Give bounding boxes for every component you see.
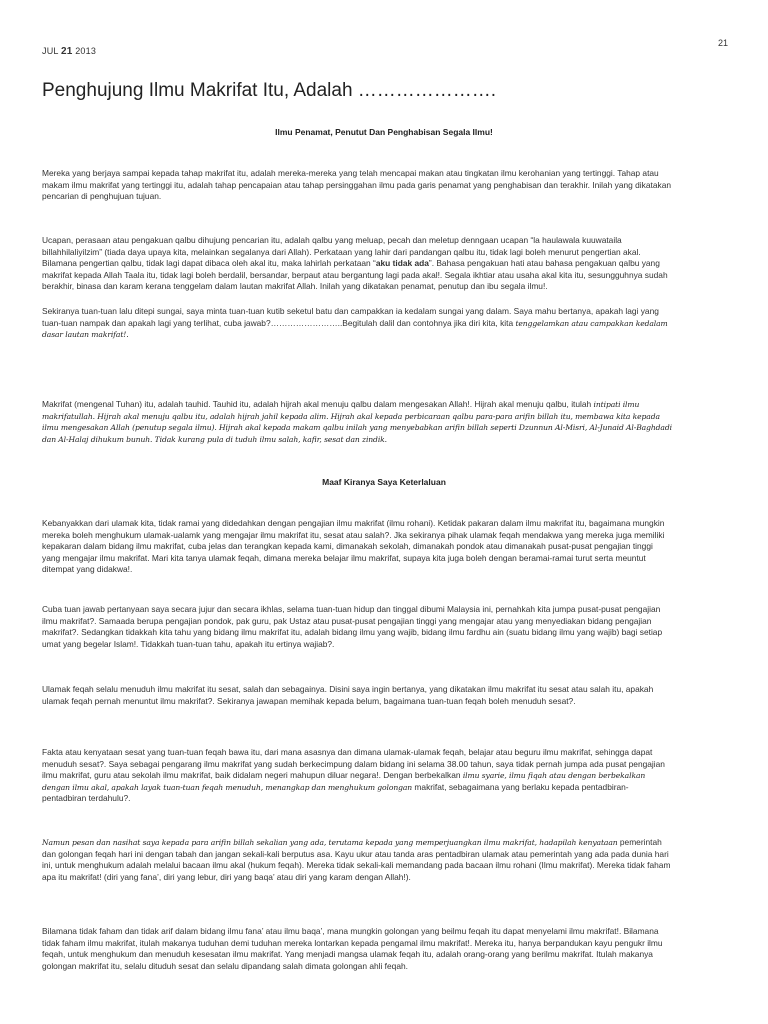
paragraph-2 (42, 235, 672, 293)
paragraph-2-text-a: Ucapan, perasaan atau pengakuan qalbu dihujung pencarian itu, adalah qalbu yang meluap, pecah dan meletup denngaan ucapan “la haulawala kuuwataila billahhilaliyilzim” (tiada daya upaya kita, melainkan segalanya dari Allah). Perkataan yang lahir dari pandangan qalbu itu, tidak lagi boleh menurut pengertian akal. Bilamana pengertian qalbu, tidak lagi dapat dibaca oleh akal itu, maka lahirlah perkataan “ (42, 235, 641, 269)
paragraph-9 (42, 837, 672, 883)
paragraph-9-script-text: Namun pesan dan nasihat saya kepada para arifin billah sekalian yang ada, terutama kepada yang memperjuangkan ilmu makrifat, hadapilah kenyataan (42, 838, 618, 847)
paragraph-8-text-a: Fakta atau kenyataan sesat yang tuan-tuan feqah bawa itu, dari mana asasnya dan dimana ulamak-ulamak feqah, belajar atau beguru ilmu makrifat, sehingga dapat menuduh sesat?. Saya sebagai pengarang ilmu makrifat yang sudah berkecimpung dalam bidang ini selama 38.00 tahun, saya tidak pernah jumpa ada pusat pengajian ilmu makrifat, guru atau sekolah ilmu makrifat, baik didalam negeri mahupun diluar negara!. Dengan berbekalkan (42, 747, 665, 781)
section-heading: Maaf Kiranya Saya Keterlaluan (322, 477, 446, 487)
paragraph-8-text-c: makrifat, sebagaimana yang berlaku kepada pentadbiran-pentadbiran terdahulu?. (42, 781, 629, 804)
paragraph-3-script-text: tenggelamkan atau campakkan kedalam dasar lautan makrifat!. (42, 318, 668, 340)
paragraph-4-text: Makrifat (mengenal Tuhan) itu, adalah tauhid. Tauhid itu, adalah hijrah akal menuju qalbu dalam mengesakan Allah!. Hijrah akal menuju qalbu, itulah (42, 399, 594, 409)
paragraph-3 (42, 306, 672, 341)
date-day: 21 (60, 46, 73, 57)
paragraph-4 (42, 399, 672, 445)
paragraph-4-script-text: intipati ilmu makrifatullah. Hijrah akal menuju qalbu itu, adalah hijrah jahil kepada alim. Hijrah akal kepada perbicaraan qalbu para-para arifin billah itu, membawa kita kepada ilmu mengesakan Allah (penutup segala ilmu). Hijrah akal kepada makam qalbu inilah yang menyebabkan arifin billah seperti Dzunnun Al-Misri, Al-Junaid Al-Baghdadi dan Al-Halaj dihukum bunuh. Tidak kurang pula di tuduh ilmu salah, kafir, sesat dan zindik. (42, 400, 672, 444)
paragraph-1: Mereka yang berjaya sampai kepada tahap makrifat itu, adalah mereka-mereka yang telah mencapai makan atau tingkatan ilmu kerohanian yang tertinggi. Tahap atau makam ilmu makrifat yang tertinggi itu, adalah tahap pencapaian atau tahap persinggahan ilmu pada garis penamat yang penghabisan dan terakhir. Inilah yang dikatakan pencarian di penghujuan tujuan. (42, 168, 672, 202)
page-number: 21 (717, 38, 728, 48)
date-year: 2013 (75, 46, 97, 56)
paragraph-8 (42, 747, 672, 805)
paragraph-3-text: Sekiranya tuan-tuan lalu ditepi sungai, saya minta tuan-tuan kutib seketul batu dan campakkan ia kedalam sungai yang dalam. Saya mahu bertanya, apakah lagi yang tuan-tuan nampak dan apakah lagi yang terlihat, cuba jawab?……………………..Begitulah dalil dan contohnya jika diri kita, kita (42, 306, 659, 328)
paragraph-7: Ulamak feqah selalu menuduh ilmu makrifat itu sesat, salah dan sebagainya. Disini saya ingin bertanya, yang dikatakan ilmu makrifat itu sesat atau salah itu, apakah ulamak feqah pernah menuntut ilmu makrifat?. Sekiranya jawapan memihak kepada belum, bagaimana tuan-tuan feqah boleh menuduh sesat?. (42, 684, 654, 706)
paragraph-10: Bilamana tidak faham dan tidak arif dalam bidang ilmu fana’ atau ilmu baqa’, mana mungkin golongan yang beilmu feqah itu dapat menyelami ilmu makrifat!. Bilamana tidak faham ilmu makrifat, itulah makanya tuduhan demi tuduhan mereka lontarkan kepada pengamal ilmu makrifat!. Mereka itu, hanya berpandukan kayu pengukr ilmu feqah, untuk menghukum dan menuduh kesesatan ilmu makrifat. Yang menjadi mangsa ulamak feqah itu, adalah orang-orang yang berilmu makrifat. Itulah makanya golongan makrifat itu, selalu dituduh sesat dan selalu dipandang salah dimata golongan ahli feqah. (42, 926, 663, 971)
paragraph-6: Cuba tuan jawab pertanyaan saya secara jujur dan secara ikhlas, selama tuan-tuan hidup dan tinggal dibumi Malaysia ini, pernahkah kita jumpa pusat-pusat pengajian ilmu makrifat?. Samaada berupa pengajian pondok, pak guru, pak Ustaz atau pusat-pusat pengajian tinggi yang mengajar atau yang menyediakan bidang pengajian makrifat?. Sedangkan tidakkah kita tahu yang bidang ilmu makrifat itu, adalah bidang ilmu yang wajib, bidang ilmu fardhu ain (suatu bidang ilmu yang wajib) bagi setiap umat yang begelar Islam!. Tidakkah tuan-tuan tahu, apakah itu ertinya wajiab?. (42, 604, 663, 649)
paragraph-8-script-text: ilmu syarie, ilmu fiqah atau dengan berbekalkan dengan ilmu akal, apakah layak tuan-tuan feqah menuduh, menangkap dan menghukum golongan (42, 771, 646, 792)
paragraph-5: Kebanyakkan dari ulamak kita, tidak ramai yang didedahkan dengan pengajian ilmu makrifat (ilmu rohani). Ketidak pakaran dalam ilmu makrifat itu, bagaimana mungkin mereka boleh menghukum ulamak-ualamk yang mengajar ilmu makrifat itu, sesat atau salah?. Jka sekiranya pihak ulamak feqah mendakwa yang mereka juga memiliki kepakaran dalam bidang ilmu makrifat, cuba jelas dan terangkan kepada kami, dimanakah sekolah, dimanakah pondok atau dimanakah pusat-pusat pengajian tinggi yang mengajar ilmu makrifat. Mari kita tanya ulamak feqah, dimana mereka belajar ilmu makrifat, supaya kita juga boleh dengan beramai-ramai turut serta meuntut ditempat yang didakwa!. (42, 518, 665, 575)
paragraph-2-emphasis: aku tidak ada (375, 258, 429, 269)
paragraph-2-text-c: ”. Bahasa pengakuan hati atau bahasa pengakuan qalbu yang makrifat kepada Allah Taala itu, tidak lagi boleh berdalil, bersandar, berpaut atau bergantung lagi pada akal!. Segala ikhtiar atau usaha akal kita itu, sesungguhnya sudah berakhir, binasa dan karam kerana tenggelam dalam lautan makrifat Allah. Inilah yang dikatakan penamat, penutup dan ibu segala ilmu!. (42, 258, 668, 292)
page-subtitle: Ilmu Penamat, Penutut Dan Penghabisan Segala Ilmu! (275, 127, 493, 137)
date-month: JUL (42, 46, 59, 56)
post-date (42, 46, 96, 57)
page-title: Penghujung Ilmu Makrifat Itu, Adalah …………………. (42, 80, 497, 101)
paragraph-9-text: pemerintah dan golongan feqah hari ini dengan tabah dan jangan sekali-kali berputus asa. Kayu ukur atau tanda aras pentadbiran ulamak atau pemerintah yang ada pada dunia hari ini, untuk menghukum adalah melalui bacaan ilmu akal (hukum feqah). Mereka tidak sekali-kali memandang pada bacaan ilmu rohani (Ilmu makrifat). Mereka tidak faham apa itu makrifat! (diri yang fana’, diri yang lebur, diri yang baqa’ atau diri yang karam dengan Allah!). (42, 837, 671, 882)
